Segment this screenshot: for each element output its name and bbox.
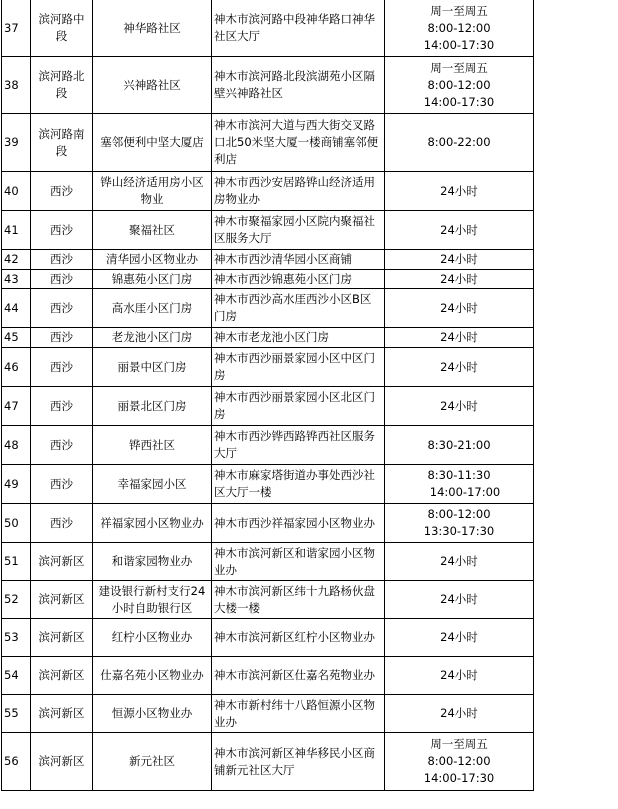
table-row [2, 114, 534, 172]
hours-line: 14:00-17:00 [429, 485, 501, 499]
address-cell: 神木市西沙安居路铧山经济适用房物业办 [212, 172, 385, 211]
address-cell: 神木市西沙高水厓西沙小区B区门房 [212, 289, 385, 328]
hours-cell [385, 172, 534, 211]
table-row [2, 426, 534, 465]
hours-line: 8:30-11:30 [427, 468, 491, 482]
hours-line: 14:00-17:30 [423, 771, 495, 785]
address-cell: 神木市老龙池小区门房 [212, 328, 385, 348]
area-cell: 西沙 [31, 250, 93, 270]
area-cell: 西沙 [31, 348, 93, 387]
hours-cell [385, 289, 534, 328]
hours-cell [385, 504, 534, 543]
address-cell: 神木市滨河路中段神华路口神华社区大厅 [212, 0, 385, 57]
area-cell: 西沙 [31, 328, 93, 348]
location-name-cell: 高水厓小区门房 [93, 289, 212, 328]
area-cell: 西沙 [31, 172, 93, 211]
row-number-cell: 46 [2, 348, 31, 387]
table-row [2, 172, 534, 211]
row-number-cell: 51 [2, 543, 31, 581]
hours-line: 8:00-22:00 [427, 135, 491, 149]
location-name-cell: 聚福社区 [93, 211, 212, 250]
table-row [2, 328, 534, 348]
hours-line: 24小时 [440, 592, 478, 606]
hours-cell [385, 211, 534, 250]
row-number-cell: 48 [2, 426, 31, 465]
address-cell: 神木市西沙锦惠苑小区门房 [212, 270, 385, 289]
table-row [2, 695, 534, 733]
row-number-cell: 52 [2, 581, 31, 619]
area-cell: 西沙 [31, 465, 93, 504]
hours-line: 周一至周五 [430, 3, 488, 18]
location-name-cell: 铧山经济适用房小区物业 [93, 172, 212, 211]
area-cell: 滨河新区 [31, 543, 93, 581]
table-row [2, 250, 534, 270]
table-row [2, 289, 534, 328]
address-cell: 神木市新村纬十八路恒源小区物业办 [212, 695, 385, 733]
table-row [2, 387, 534, 426]
location-name-cell: 恒源小区物业办 [93, 695, 212, 733]
row-number-cell: 55 [2, 695, 31, 733]
location-name-cell: 丽景北区门房 [93, 387, 212, 426]
hours-line: 13:30-17:30 [423, 524, 495, 538]
area-cell: 滨河新区 [31, 695, 93, 733]
hours-cell [385, 270, 534, 289]
table-row [2, 211, 534, 250]
address-cell: 神木市滨河新区仕嘉名苑物业办 [212, 657, 385, 695]
address-cell: 神木市滨河路北段滨湖苑小区隔壁兴神路社区 [212, 57, 385, 114]
hours-line: 24小时 [440, 706, 478, 720]
hours-cell [385, 114, 534, 172]
address-cell: 神木市滨河新区神华移民小区商铺新元社区大厅 [212, 733, 385, 791]
location-name-cell: 仕嘉名苑小区物业办 [93, 657, 212, 695]
area-cell: 滨河路中段 [31, 0, 93, 57]
address-cell: 神木市西沙铧西路铧西社区服务大厅 [212, 426, 385, 465]
address-cell: 神木市西沙丽景家园小区中区门房 [212, 348, 385, 387]
hours-line: 8:00-12:00 [427, 77, 491, 92]
row-number-cell: 39 [2, 114, 31, 172]
area-cell: 西沙 [31, 289, 93, 328]
location-name-cell: 幸福家园小区 [93, 465, 212, 504]
address-cell: 神木市麻家塔街道办事处西沙社区大厅一楼 [212, 465, 385, 504]
area-cell: 滨河新区 [31, 619, 93, 657]
hours-cell [385, 426, 534, 465]
location-name-cell: 铧西社区 [93, 426, 212, 465]
hours-line: 8:00-12:00 [427, 20, 491, 35]
location-name-cell: 清华园小区物业办 [93, 250, 212, 270]
table-row [2, 270, 534, 289]
location-name-cell: 新元社区 [93, 733, 212, 791]
hours-line: 24小时 [440, 252, 478, 266]
hours-line: 14:00-17:30 [423, 37, 495, 52]
hours-line: 24小时 [440, 554, 478, 568]
row-number-cell: 49 [2, 465, 31, 504]
row-number-cell: 44 [2, 289, 31, 328]
service-points-table [1, 0, 534, 791]
row-number-cell: 43 [2, 270, 31, 289]
hours-line: 24小时 [440, 300, 478, 315]
hours-line: 24小时 [440, 183, 478, 198]
hours-cell [385, 57, 534, 114]
row-number-cell: 37 [2, 0, 31, 57]
location-name-cell: 神华路社区 [93, 0, 212, 57]
address-cell: 神木市滨河新区和谐家园小区物业办 [212, 543, 385, 581]
row-number-cell: 40 [2, 172, 31, 211]
row-number-cell: 41 [2, 211, 31, 250]
row-number-cell: 50 [2, 504, 31, 543]
hours-line: 8:30-21:00 [427, 437, 491, 452]
table-row [2, 57, 534, 114]
hours-line: 24小时 [440, 222, 478, 237]
location-name-cell: 锦惠苑小区门房 [93, 270, 212, 289]
table-row [2, 733, 534, 791]
area-cell: 滨河新区 [31, 657, 93, 695]
hours-cell [385, 543, 534, 581]
hours-line: 8:00-12:00 [427, 507, 491, 521]
location-name-cell: 红柠小区物业办 [93, 619, 212, 657]
table-row [2, 0, 534, 57]
row-number-cell: 54 [2, 657, 31, 695]
hours-cell [385, 348, 534, 387]
address-cell: 神木市滨河新区红柠小区物业办 [212, 619, 385, 657]
table-row [2, 657, 534, 695]
hours-line: 24小时 [440, 330, 478, 344]
table-row [2, 348, 534, 387]
hours-line: 24小时 [440, 630, 478, 644]
hours-line: 24小时 [440, 398, 478, 413]
hours-cell [385, 581, 534, 619]
address-cell: 神木市西沙清华园小区商铺 [212, 250, 385, 270]
row-number-cell: 47 [2, 387, 31, 426]
table-row [2, 581, 534, 619]
hours-line: 24小时 [440, 359, 478, 374]
hours-cell [385, 250, 534, 270]
hours-cell [385, 619, 534, 657]
area-cell: 西沙 [31, 426, 93, 465]
hours-cell [385, 465, 534, 504]
hours-cell [385, 387, 534, 426]
hours-cell [385, 695, 534, 733]
location-name-cell: 建设银行新村支行24小时自助银行区 [93, 581, 212, 619]
hours-cell [385, 328, 534, 348]
row-number-cell: 45 [2, 328, 31, 348]
row-number-cell: 42 [2, 250, 31, 270]
area-cell: 滨河新区 [31, 581, 93, 619]
area-cell: 西沙 [31, 270, 93, 289]
location-name-cell: 和谐家园物业办 [93, 543, 212, 581]
location-name-cell: 兴神路社区 [93, 57, 212, 114]
hours-line: 24小时 [440, 668, 478, 682]
address-cell: 神木市聚福家园小区院内聚福社区服务大厅 [212, 211, 385, 250]
row-number-cell: 53 [2, 619, 31, 657]
hours-cell [385, 0, 534, 57]
row-number-cell: 38 [2, 57, 31, 114]
address-cell: 神木市滨河大道与西大街交叉路口北50米坚大厦一楼商铺塞邻便利店 [212, 114, 385, 172]
area-cell: 滨河路南段 [31, 114, 93, 172]
area-cell: 滨河新区 [31, 733, 93, 791]
hours-line: 周一至周五 [430, 737, 488, 751]
area-cell: 西沙 [31, 504, 93, 543]
row-number-cell: 56 [2, 733, 31, 791]
hours-line: 8:00-12:00 [427, 754, 491, 768]
address-cell: 神木市西沙丽景家园小区北区门房 [212, 387, 385, 426]
location-name-cell: 丽景中区门房 [93, 348, 212, 387]
hours-line: 14:00-17:30 [423, 94, 495, 109]
hours-cell [385, 733, 534, 791]
table-body [2, 0, 534, 791]
hours-line: 周一至周五 [430, 60, 488, 75]
area-cell: 滨河路北段 [31, 57, 93, 114]
location-name-cell: 祥福家园小区物业办 [93, 504, 212, 543]
address-cell: 神木市滨河新区纬十九路杨伙盘大楼一楼 [212, 581, 385, 619]
table-row [2, 504, 534, 543]
address-cell: 神木市西沙祥福家园小区物业办 [212, 504, 385, 543]
location-name-cell: 塞邻便利中坚大厦店 [93, 114, 212, 172]
table-row [2, 543, 534, 581]
table-row [2, 619, 534, 657]
area-cell: 西沙 [31, 211, 93, 250]
hours-line: 24小时 [440, 271, 478, 286]
area-cell: 西沙 [31, 387, 93, 426]
hours-cell [385, 657, 534, 695]
location-name-cell: 老龙池小区门房 [93, 328, 212, 348]
table-row [2, 465, 534, 504]
